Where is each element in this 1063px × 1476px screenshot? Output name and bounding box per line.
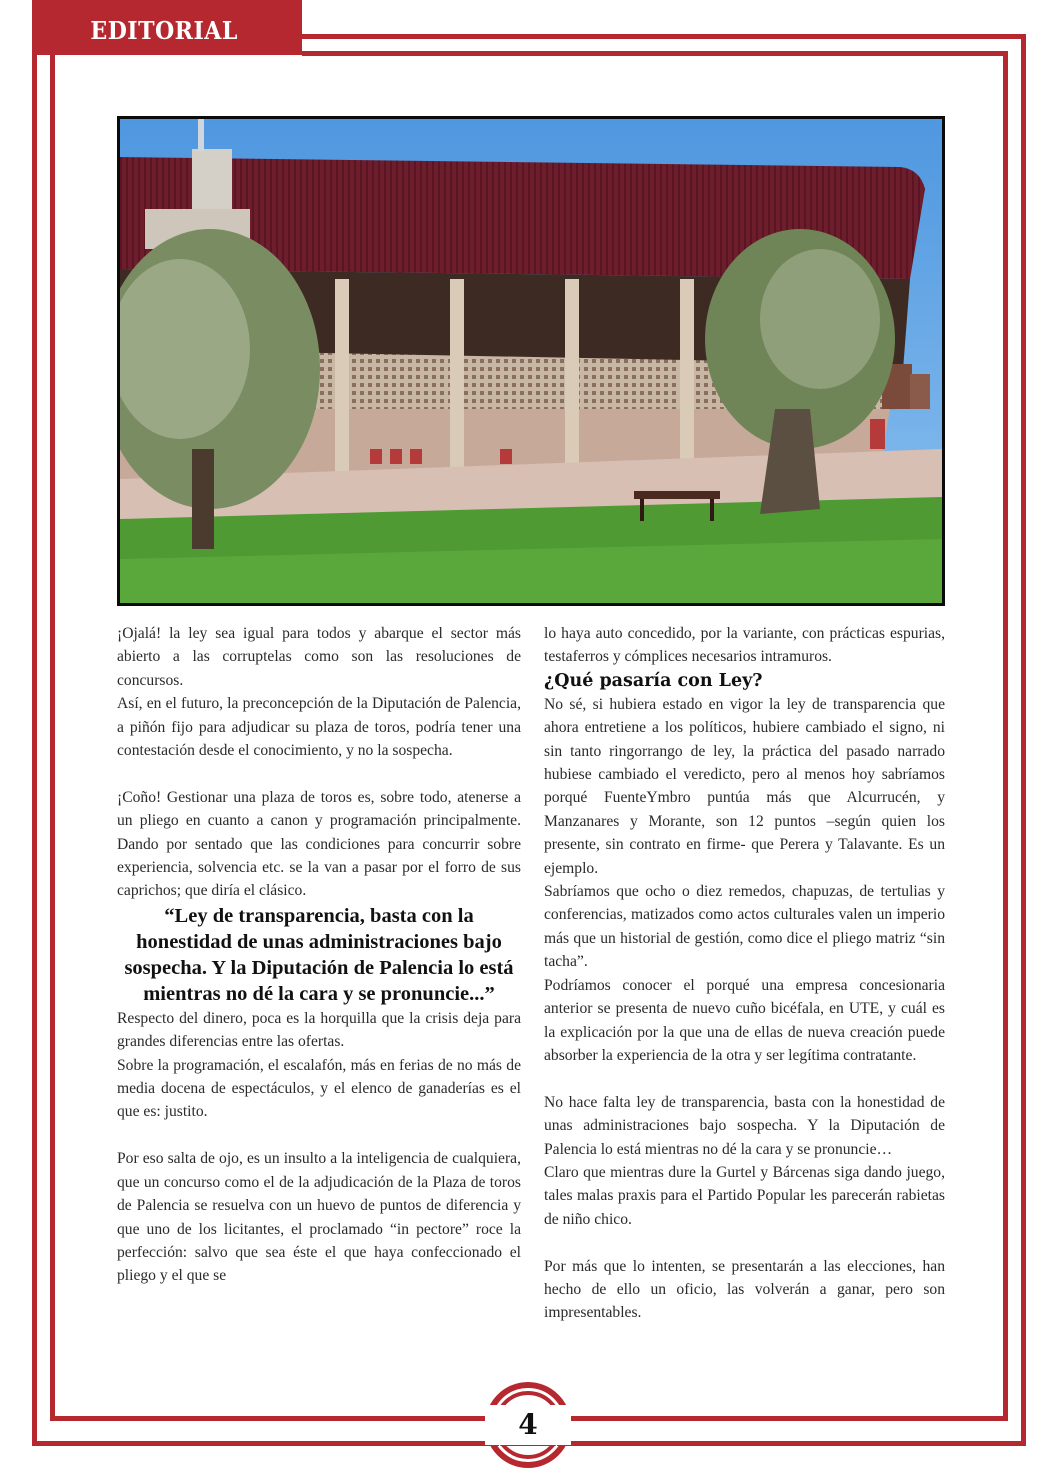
section-title: EDITORIAL <box>90 16 238 45</box>
article-column-left <box>117 622 521 1288</box>
article-photo <box>117 116 945 606</box>
frame-inner-top <box>302 51 1008 56</box>
paragraph: Por más que lo intenten, se presentarán a las elecciones, han hecho de ello un oficio, las volverán a ganar, pero son impresentables. <box>544 1257 945 1322</box>
paragraph: No sé, si hubiera estado en vigor la ley de transparencia que ahora entretiene a los políticos, hubiere cambiado el signo, ni sin tanto ringorrango de ley, la práctica del pasado narrado hubiese cambiado el veredicto, pero al menos hoy sabríamos porqué FuenteYmbro puntúa más que Alcurrucén, y Manzanares y Morante, son 12 puntos –según quien los presente, sin contrato en firme- que Perera y Talavante. Es un ejemplo. <box>544 695 945 877</box>
paragraph: Sobre la programación, el escalafón, más en ferias de no más de media docena de espectáculos, y el elenco de ganaderías es el que es: justito. <box>117 1056 521 1121</box>
frame-inner-left <box>50 55 55 1421</box>
frame-outer-right <box>1021 34 1026 1430</box>
paragraph: No hace falta ley de transparencia, basta con la honestidad de unas administraciones bajo sospecha. Y la Diputación de Palencia lo está mientras no dé la cara y se pronuncie… <box>544 1093 945 1158</box>
paragraph: ¡Ojalá! la ley sea igual para todos y abarque el sector más abierto a las corruptelas como son las resoluciones de concursos. <box>117 625 521 689</box>
page-number: 4 <box>518 1408 538 1441</box>
paragraph: Claro que mientras dure la Gurtel y Bárcenas siga dando juego, tales malas praxis para el Partido Popular les parecerán rabietas de niño chico. <box>544 1163 945 1228</box>
pull-quote: “Ley de transparencia, basta con la honestidad de unas administraciones bajo sospecha. Y la Diputación de Palencia lo está mientras no dé la cara y se pronuncie...” <box>124 904 514 1005</box>
paragraph: lo haya auto concedido, por la variante, con prácticas espurias, testaferros y cómplices necesarios intramuros. <box>544 625 945 666</box>
paragraph: Podríamos conocer el porqué una empresa concesionaria anterior se presenta de nuevo cuño bicéfala, en UTE, y cuál es la explicación por la que una de ellas de nueva creación puede absorber la experiencia de la otra y ser legítima contratante. <box>544 976 945 1064</box>
frame-outer-left <box>32 55 37 1446</box>
article-column-right <box>544 622 945 1325</box>
frame-inner-right <box>1003 51 1008 1421</box>
paragraph: ¡Coño! Gestionar una plaza de toros es, sobre todo, atenerse a un pliego en cuanto a canon y programación principalmente. Dando por sentado que las condiciones para concurrir sobre experiencia, solvencia etc. se la van a pasar por el forro de sus caprichos; que diría el clásico. <box>117 788 521 900</box>
paragraph: Por eso salta de ojo, es un insulto a la inteligencia de cualquiera, que un concurso como el de la adjudicación de la Plaza de toros de Palencia se resuelva con un huevo de puntos de diferencia y que uno de los licitantes, el proclamado “in pectore” roce la perfección: salvo que sea éste el que haya confeccionado el pliego y el que se <box>117 1150 521 1285</box>
bullring-photo <box>120 119 942 603</box>
frame-outer-top <box>302 34 1026 39</box>
section-header-tab <box>32 0 302 55</box>
paragraph: Así, en el futuro, la preconcepción de la Diputación de Palencia, a piñón fijo para adjudicar su plaza de toros, podría tener una contestación desde el conocimiento, y no la sospecha. <box>117 695 521 760</box>
section-subheading: ¿Qué pasaría con Ley? <box>544 670 763 691</box>
frame-outer-right-bottom <box>1021 1420 1026 1446</box>
paragraph: Sabríamos que ocho o diez remedos, chapuzas, de tertulias y conferencias, matizados como actos culturales valen un imperio más que un historial de gestión, como dice el pliego matriz “sin tacha”. <box>544 883 945 971</box>
paragraph: Respecto del dinero, poca es la horquilla que la crisis deja para grandes diferencias entre las ofertas. <box>117 1009 521 1051</box>
